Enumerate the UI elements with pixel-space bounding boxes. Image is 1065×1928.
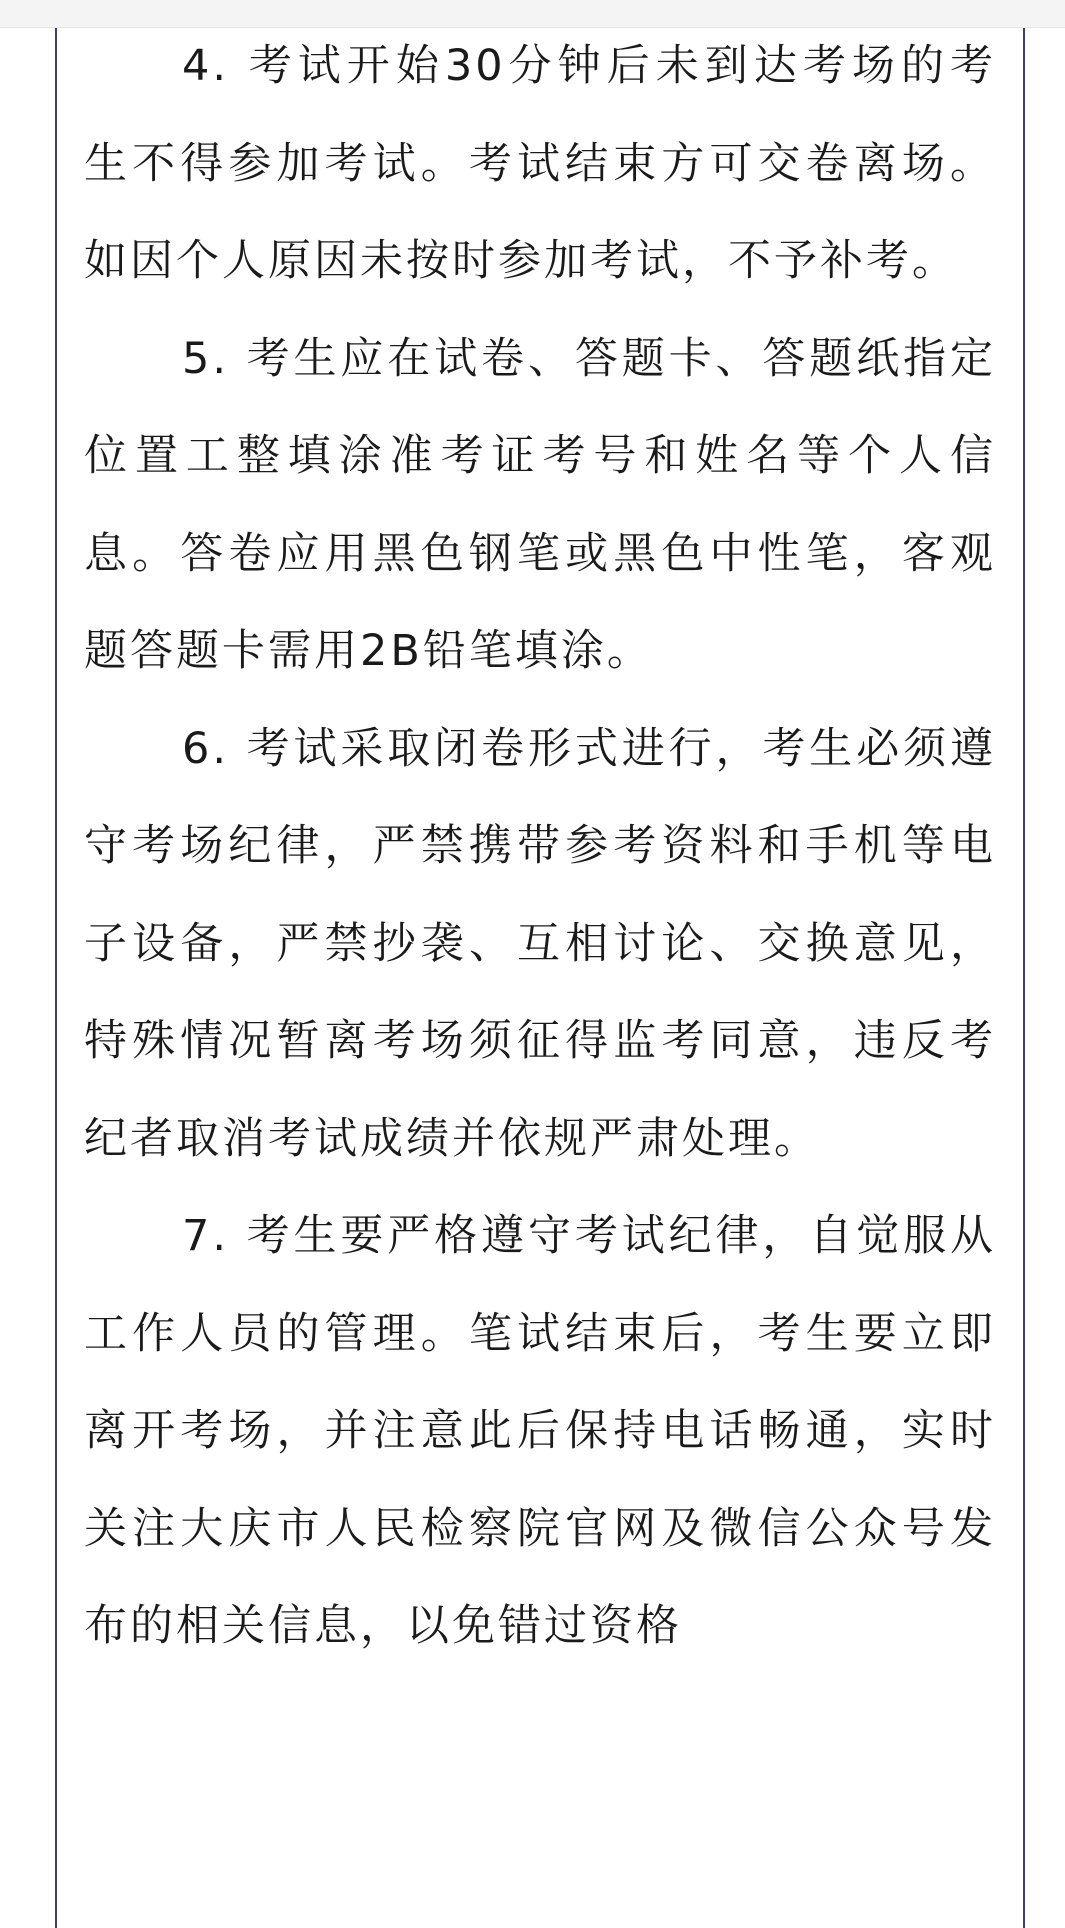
paragraph-rule-5: 5. 考生应在试卷、答题卡、答题纸指定位置工整填涂准考证考号和姓名等个人信息。答卷应用黑色钢笔或黑色中性笔，客观题答题卡需用2B铅笔填涂。 <box>84 333 996 676</box>
document-body <box>84 18 996 1676</box>
paragraph-rule-6: 6. 考试采取闭卷形式进行，考生必须遵守考场纪律，严禁携带参考资料和手机等电子设备，严禁抄袭、互相讨论、交换意见，特殊情况暂离考场须征得监考同意，违反考纪者取消考试成绩并依规严肃处理。 <box>84 723 996 1164</box>
paragraph-rule-7: 7. 考生要严格遵守考试纪律，自觉服从工作人员的管理。笔试结束后，考生要立即离开考场，并注意此后保持电话畅通，实时关注大庆市人民检察院官网及微信公众号发布的相关信息，以免错过资格 <box>84 1211 996 1651</box>
paragraph-rule-4: 4. 考试开始30分钟后未到达考场的考生不得参加考试。考试结束方可交卷离场。如因个人原因未按时参加考试，不予补考。 <box>84 41 996 286</box>
